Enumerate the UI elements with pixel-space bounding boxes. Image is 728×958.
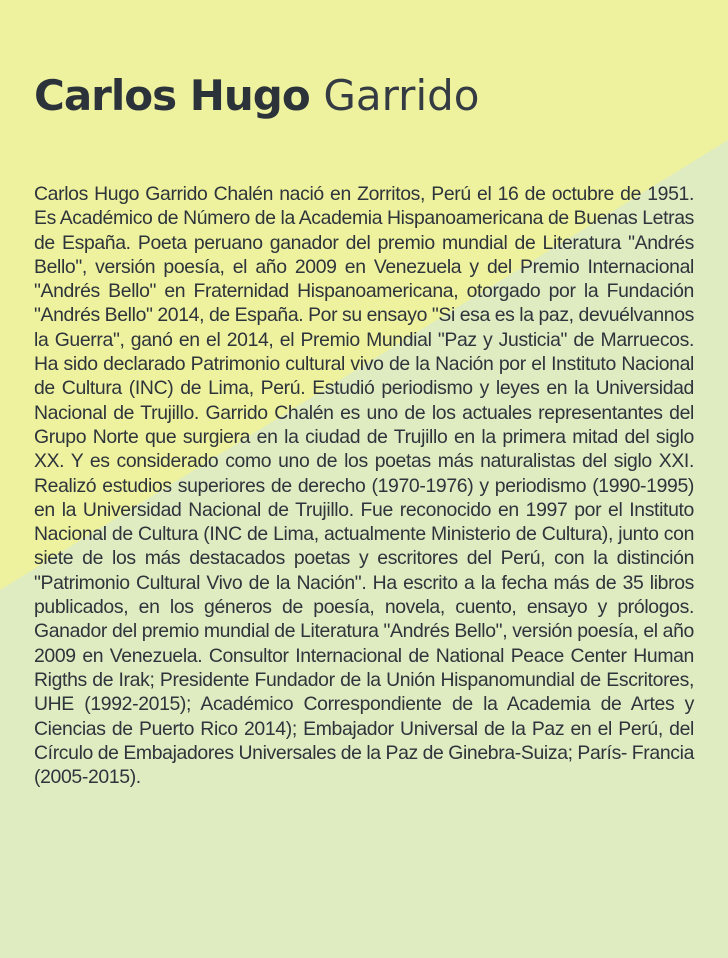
author-name-heading bbox=[34, 66, 479, 126]
biography-paragraph: Carlos Hugo Garrido Chalén nació en Zorritos, Perú el 16 de octubre de 1951. Es Académico de Número de la Academia Hispanoamericana de Buenas Letras de España. Poeta peruano ganador del premio mundial de Literatura "Andrés Bello", versión poesía, el año 2009 en Venezuela y del Premio Internacional "Andrés Bello" en Fraternidad Hispanoamericana, otorgado por la Fundación "Andrés Bello" 2014, de España. Por su ensayo "Si esa es la paz, devuélvannos la Guerra", ganó en el 2014, el Premio Mundial "Paz y Justicia" de Marruecos. Ha sido declarado Patrimonio cultural vivo de la Nación por el Instituto Nacional de Cultura (INC) de Lima, Perú. Estudió periodismo y leyes en la Universidad Nacional de Trujillo. Garrido Chalén es uno de los actuales representantes del Grupo Norte que surgiera en la ciudad de Trujillo en la primera mitad del siglo XX. Y es considerado como uno de los poetas más naturalistas del siglo XXI. Realizó estudios superiores de derecho (1970-1976) y periodismo (1990-1995) en la Universidad Nacional de Trujillo. Fue reconocido en 1997 por el Instituto Nacional de Cultura (INC de Lima, actualmente Ministerio de Cultura), junto con siete de los más destacados poetas y escritores del Perú, con la distinción "Patrimonio Cultural Vivo de la Nación". Ha escrito a la fecha más de 35 libros publicados, en los géneros de poesía, novela, cuento, ensayo y prólogos. Ganador del premio mundial de Literatura "Andrés Bello", versión poesía, el año 2009 en Venezuela. Consultor Internacional de National Peace Center Human Rigths de Irak; Presidente Fundador de la Unión Hispanomundial de Escritores, UHE (1992-2015); Académico Correspondiente de la Academia de Artes y Ciencias de Puerto Rico 2014); Embajador Universal de la Paz en el Perú, del Círculo de Embajadores Universales de la Paz de Ginebra-Suiza; París- Francia (2005-2015). bbox=[34, 183, 694, 789]
author-name-first: Carlos Hugo bbox=[34, 71, 310, 120]
author-name-last: Garrido bbox=[323, 71, 480, 120]
